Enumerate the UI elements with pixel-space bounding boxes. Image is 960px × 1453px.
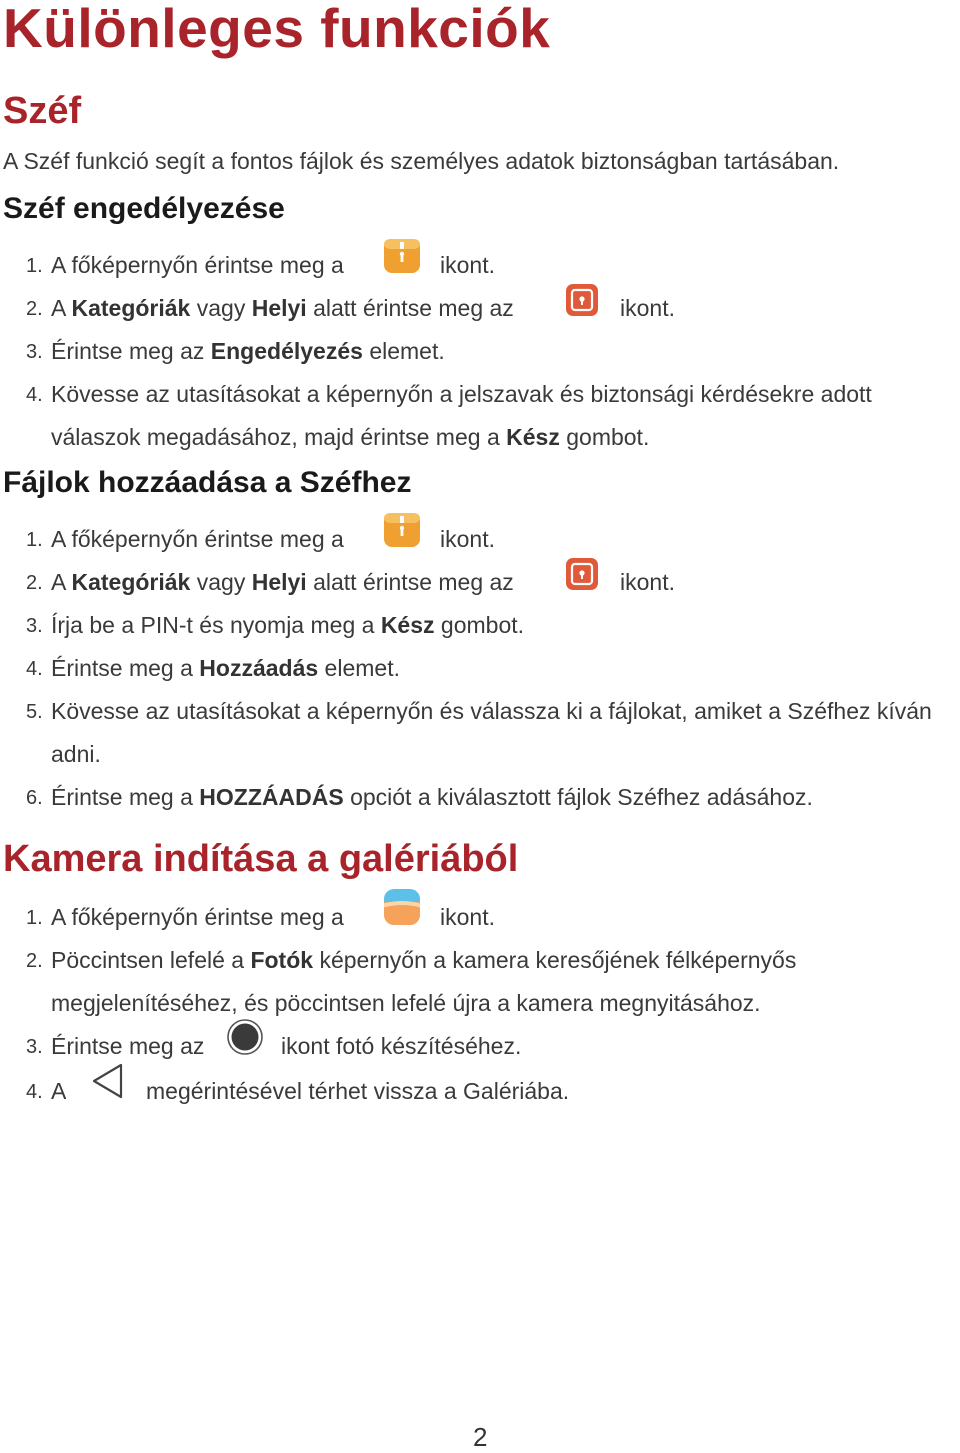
section-heading-camera: Kamera indítása a galériából — [3, 838, 519, 880]
files-folder-icon — [382, 510, 422, 550]
back-icon — [90, 1062, 126, 1100]
section-heading-szef: Széf — [3, 90, 82, 132]
gallery-icon — [382, 887, 422, 927]
safe-icon — [564, 282, 600, 318]
safe-icon — [564, 556, 600, 592]
intro-text: A Széf funkció segít a fontos fájlok és személyes adatok biztonságban tartásában. — [3, 148, 840, 174]
files-folder-icon — [382, 236, 422, 276]
page-title: Különleges funkciók — [3, 0, 551, 59]
list-item-continuation: adni. — [51, 741, 101, 767]
shutter-icon — [226, 1018, 264, 1056]
subheading-enable: Széf engedélyezése — [3, 192, 285, 225]
list-item-continuation: válaszok megadásához, majd érintse meg a Kész gombot. — [51, 424, 650, 450]
page-number: 2 — [473, 1422, 488, 1452]
subheading-add-files: Fájlok hozzáadása a Széfhez — [3, 466, 412, 499]
list-item-continuation: megjelenítéséhez, és pöccintsen lefelé újra a kamera megnyitásához. — [51, 990, 761, 1016]
